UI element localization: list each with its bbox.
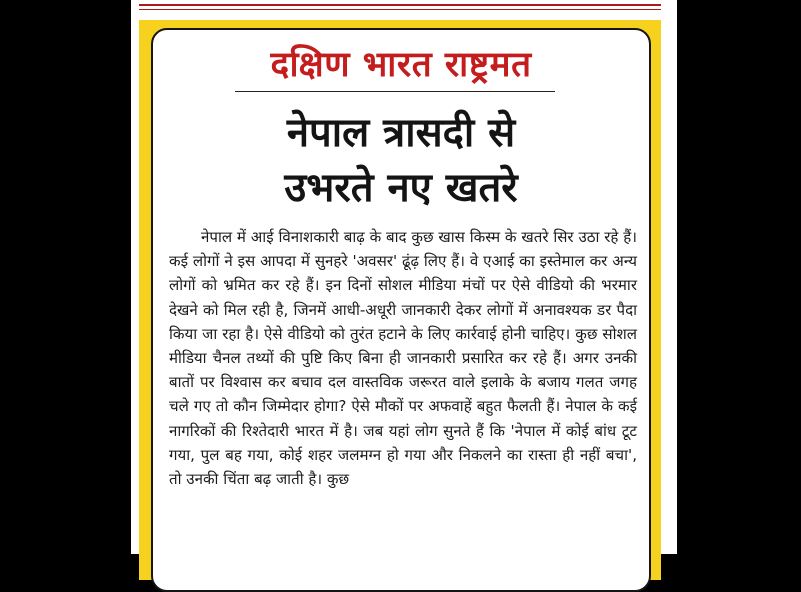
headline xyxy=(153,106,649,216)
top-rule xyxy=(139,4,661,6)
editorial-frame xyxy=(139,20,661,580)
masthead-title: दक्षिण भारत राष्ट्रमत xyxy=(270,45,532,85)
masthead-underline xyxy=(235,91,555,92)
newspaper-page xyxy=(131,0,677,554)
headline-line-1: नेपाल त्रासदी से xyxy=(286,110,516,156)
top-rule-thin xyxy=(139,9,661,10)
article-body: नेपाल में आई विनाशकारी बाढ़ के बाद कुछ खास किस्म के खतरे सिर उठा रहे हैं। कई लोगों ने इस आपदा में सुनहरे 'अवसर' ढूंढ़ लिए हैं। वे एआई का इस्तेमाल कर अन्य लोगों को भ्रमित कर रहे हैं। इन दिनों सोशल मीडिया मंचों पर ऐसे वीडियो की भरमार देखने को मिल रही है, जिनमें आधी-अधूरी जानकारी देकर लोगों में अनावश्यक डर पैदा किया जा रहा है। ऐसे वीडियो को तुरंत हटाने के लिए कार्रवाई होनी चाहिए। कुछ सोशल मीडिया चैनल तथ्यों की पुष्टि किए बिना ही जानकारी प्रसारित कर रहे हैं। अगर उनकी बातों पर विश्वास कर बचाव दल वास्तविक जरूरत वाले इलाके के बजाय गलत जगह चले गए तो कौन जिम्मेदार होगा? ऐसे मौकों पर अफवाहें बहुत फैलती हैं। नेपाल के कई नागरिकों की रिश्तेदारी भारत में है। जब यहां लोग सुनते हैं कि 'नेपाल में कोई बांध टूट गया, पुल बह गया, कोई शहर जलमग्न हो गया और निकलने का रास्ता ही नहीं बचा', तो उनकी चिंता बढ़ जाती है। कुछ xyxy=(169,228,637,489)
headline-line-2: उभरते नए खतरे xyxy=(284,165,518,211)
editorial-card xyxy=(151,28,651,592)
